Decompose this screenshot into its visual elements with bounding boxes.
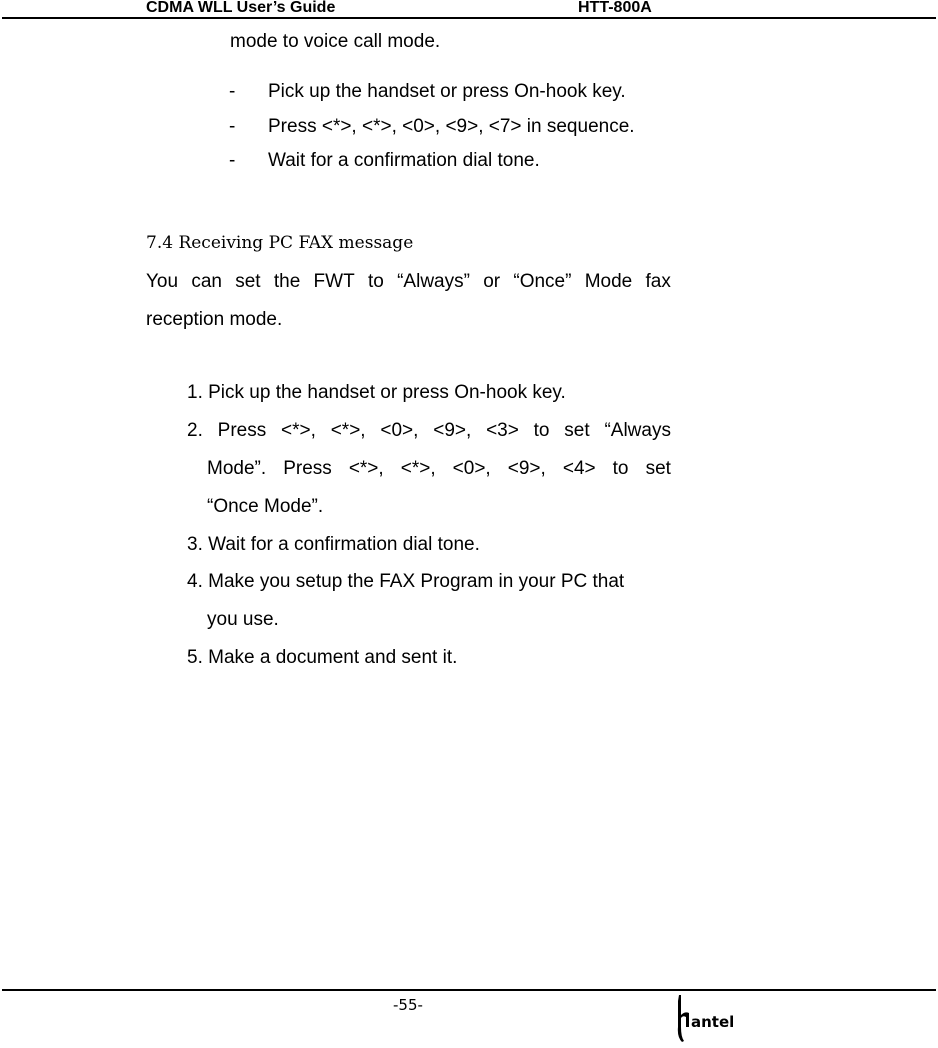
word: to [612,458,629,479]
word: <9>, [507,458,546,479]
header-model-number: HTT-800A [578,0,652,16]
continuation-line: mode to voice call mode. [230,31,441,52]
word: <0>, [380,420,419,441]
list-item-dash: - [229,81,236,102]
list-item-dash: - [229,150,236,171]
word: set [235,271,261,292]
footer-rule [2,989,936,991]
list-item: Pick up the handset or press On-hook key. [268,81,626,102]
fax-step-5: 5. Make a document and sent it. [187,647,458,668]
word: <*>, [400,458,436,479]
hantel-logo [672,993,744,1048]
word: <*>, [348,458,384,479]
word: <9>, [433,420,472,441]
header-rule [2,17,936,19]
fax-step-2-line3: “Once Mode”. [207,496,324,517]
list-item: Wait for a confirmation dial tone. [268,150,540,171]
word: to [533,420,550,441]
word: the [273,271,301,292]
word: set [564,420,590,441]
word: set [645,458,671,479]
word: You [146,271,179,292]
word: 2. [187,420,203,441]
word: Press [283,458,332,479]
word: Mode”. [207,458,267,479]
page-number: -55- [393,996,423,1014]
fax-step-4-line2: you use. [207,609,279,630]
list-item: Press <*>, <*>, <0>, <9>, <7> in sequence. [268,116,635,137]
fax-step-1: 1. Pick up the handset or press On-hook key. [187,382,566,403]
word: “Once” [513,271,572,292]
list-item-dash: - [229,116,236,137]
section-heading: 7.4 Receiving PC FAX message [146,233,414,253]
fax-step-2-line1 [187,420,671,442]
word: or [483,271,501,292]
fax-step-4-line1: 4. Make you setup the FAX Program in your PC that [187,571,625,592]
word: FWT [313,271,355,292]
section-paragraph-line1 [146,271,671,293]
word: can [191,271,222,292]
word: <*>, [281,420,316,441]
word: <*>, [330,420,366,441]
word: to [367,271,384,292]
section-paragraph-line2: reception mode. [146,309,283,330]
word: Mode [584,271,633,292]
word: “Always” [397,271,470,292]
fax-step-2-line2 [207,458,671,480]
word: <3> [486,420,519,441]
word: <4> [562,458,596,479]
word: Press [217,420,267,441]
header-guide-title: CDMA WLL User’s Guide [146,0,336,16]
word: “Always [604,420,671,441]
logo-wordmark: antel [691,1013,735,1031]
word: <0>, [452,458,491,479]
word: fax [645,271,671,292]
fax-step-3: 3. Wait for a confirmation dial tone. [187,534,480,555]
